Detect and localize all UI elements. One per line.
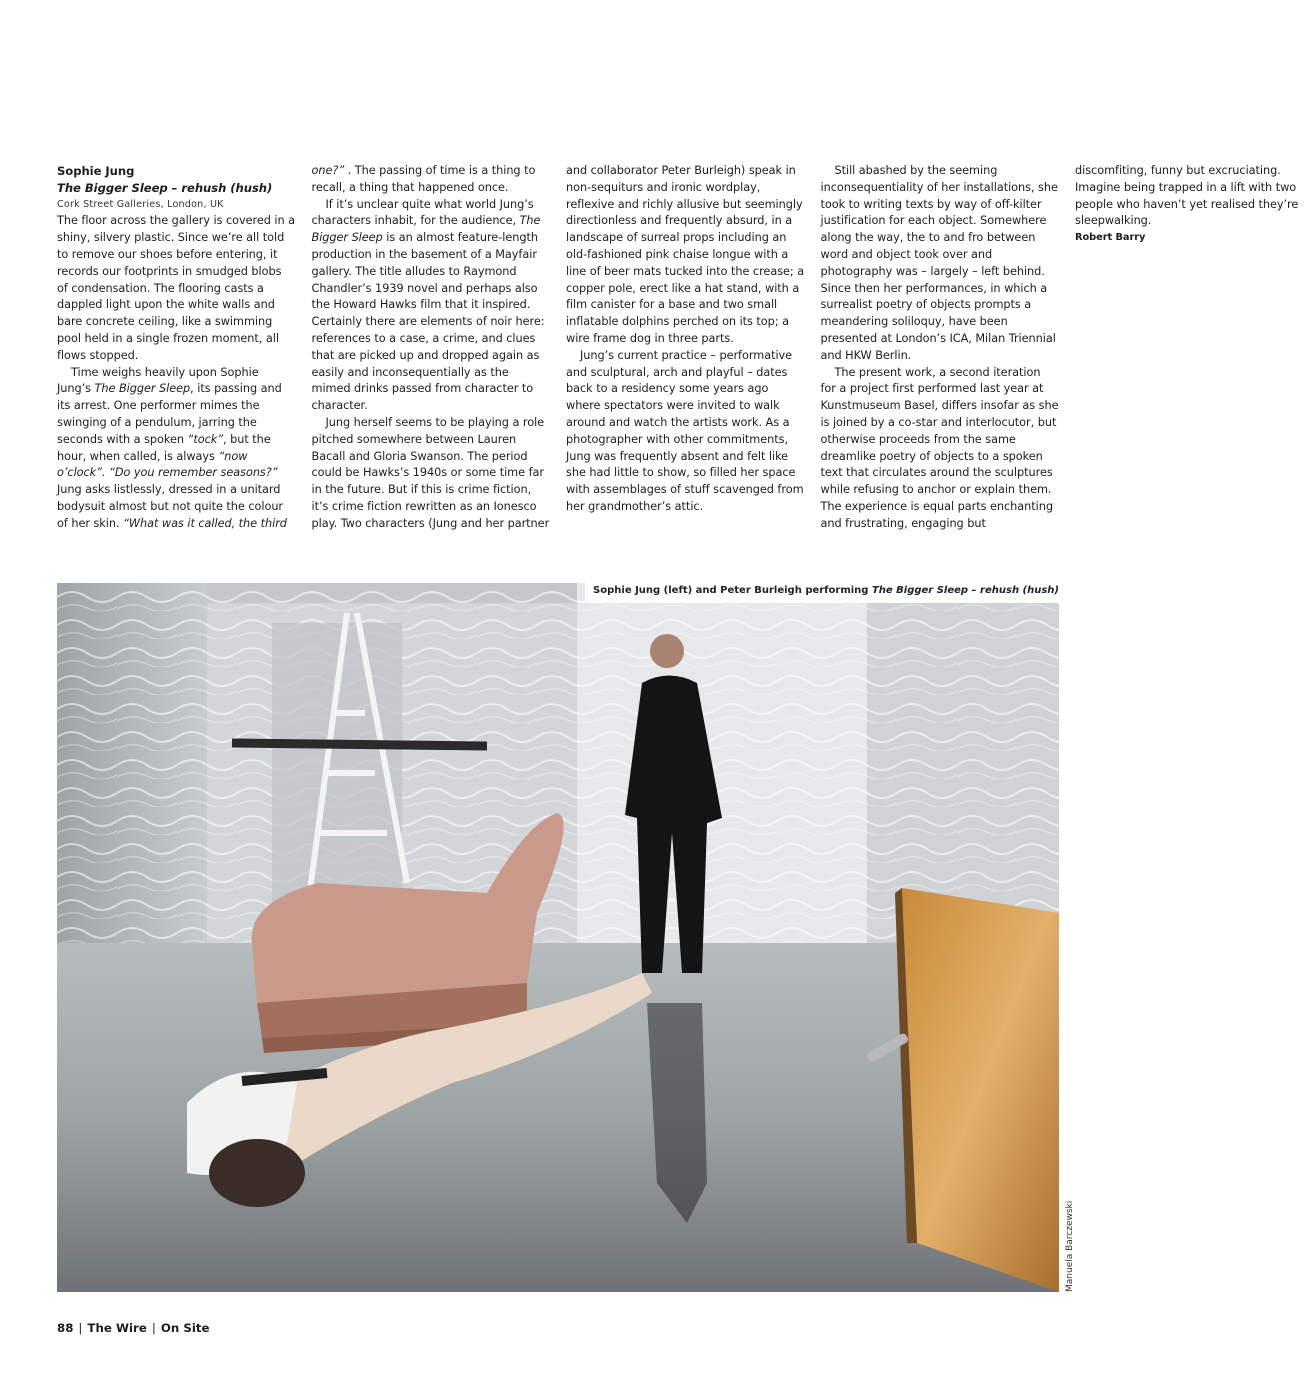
footer-separator: | [151, 1321, 156, 1335]
door-shape [902, 888, 1059, 1292]
paragraph-3: If it’s unclear quite what world Jung’s characters inhabit, for the audience, The Bigger Sleep is an almost feature-length production in the basement of a Mayfair gallery. The title alludes to Raymond Chandler’s 1939 novel and perhaps also the Howard Hawks film that it inspired. Certainly there are elements of noir here: references to a case, a crime, and clues that are picked up and dropped again as easily and inconsequentially as the mimed drinks passed from character to character. [311, 197, 545, 413]
article-text-flow [57, 163, 1299, 541]
photo-credit: Manuela Barczewski [1065, 1200, 1075, 1292]
paragraph-4: Jung herself seems to be playing a role pitched somewhere between Lauren Bacall and Gloria Swanson. The period could be Hawks’s 1940s or some time far in the future. But if this is crime fiction, it’s crime fiction rewritten as an Ionesco play. Two characters (Jung and her partner and collaborator Peter Burleigh) speak in non-sequiturs and ironic wordplay, reflexive and richly allusive but seemingly directionless and frequently absurd, in a landscape of surreal props including an old-fashioned pink chaise longue with a line of beer mats tucked into the crease; a copper pole, erect like a hat stand, with a film canister for a base and two small inflatable dolphins perched on its top; a wire frame dog in three parts. [311, 164, 805, 530]
paragraph-2: Time weighs heavily upon Sophie Jung’s The Bigger Sleep, its passing and its arrest. One performer mimes the swinging of a pendulum, jarring the seconds with a spoken “tock”, but the hour, when called, is always “now o’clock”. “Do you remember seasons?” Jung asks listlessly, dressed in a unitard bodysuit almost but not quite the colour of her skin. “What was it called, the third one?” . The passing of time is a thing to recall, a thing that happened once. [57, 164, 536, 530]
pole-shape [232, 743, 487, 746]
review-byline: Robert Barry [1075, 232, 1146, 244]
paragraph-5: Jung’s current practice – performative and sculptural, arch and playful – dates back to a residency some years ago where spectators were invited to walk around and watch the artists work. As a photographer with other commitments, Jung was frequently absent and felt like she had little to show, so filled her space with assemblages of stuff scavenged from her grandmother’s attic. [566, 348, 804, 513]
footer-separator: | [78, 1321, 83, 1335]
paragraph-7: The present work, a second iteration for a project first performed last year at Kunstmuseum Basel, differs insofar as she is joined by a co-star and interlocutor, but otherwise proceeds from the same dreamlike poetry of objects to a spoken text that circulates around the sculptures while refusing to anchor or explain them. The experience is equal parts enchanting and frustrating, engaging but discomfiting, funny but excruciating. Imagine being trapped in a lift with two people who haven’t yet realised they’re sleepwalking. [820, 164, 1299, 530]
review-venue: Cork Street Galleries, London, UK [57, 198, 224, 210]
section-name: On Site [160, 1321, 210, 1335]
performance-photo [57, 583, 1059, 1292]
paragraph-6: Still abashed by the seeming inconsequentiality of her installations, she took to writing texts by way of off-kilter justification for each object. Somewhere along the way, the to and fro between word and object took over and photography was – largely – left behind. Since then her performances, in which a surrealist poetry of objects prompts a meandering soliloquy, have been presented at London’s ICA, Milan Triennial and HKW Berlin. [820, 164, 1058, 362]
page-footer [57, 1321, 210, 1335]
paragraph-1: The floor across the gallery is covered in a shiny, silvery plastic. Since we’re all told to remove our shoes before entering, it records our footprints in smudged blobs of condensation. The flooring casts a dappled light upon the white walls and bare concrete ceiling, like a swimming pool held in a single frozen moment, all flows stopped. [57, 214, 296, 362]
review-artist: Sophie Jung [57, 164, 135, 178]
review-title: The Bigger Sleep – rehush (hush) [57, 180, 273, 195]
page-number: 88 [57, 1321, 74, 1335]
magazine-name: The Wire [87, 1321, 147, 1335]
photo-caption: Sophie Jung (left) and Peter Burleigh performing The Bigger Sleep – rehush (hush) [585, 583, 1059, 603]
photo-illustration [57, 583, 1059, 1292]
article-columns [57, 163, 1299, 541]
